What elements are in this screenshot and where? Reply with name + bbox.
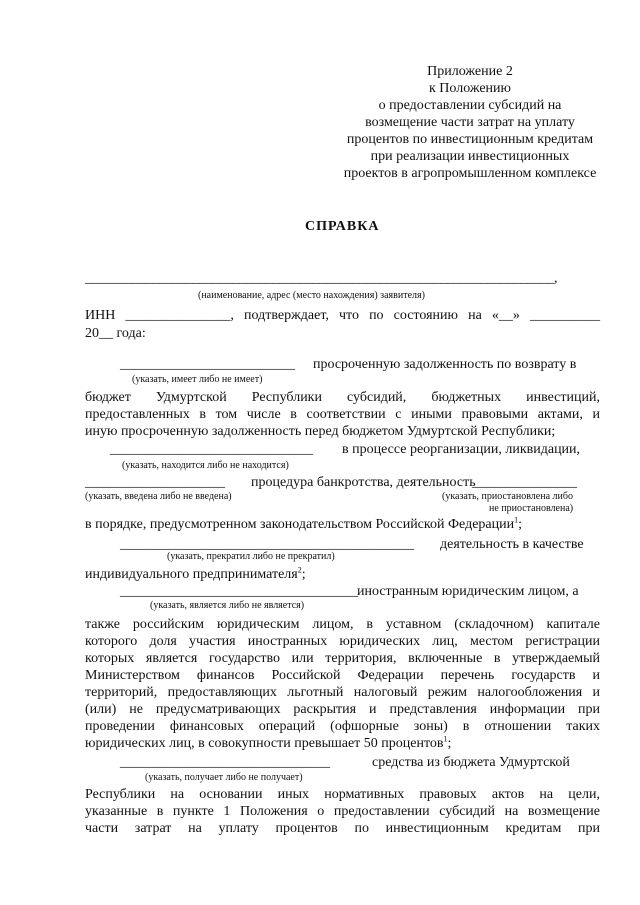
funds-blank: ______________________________	[120, 755, 330, 770]
bankruptcy-hint: (указать, введена либо не введена)	[85, 491, 232, 502]
activity-hint: не приостановлена)	[489, 503, 574, 514]
reorg-blank: _____________________________	[110, 442, 313, 457]
activity-hint: (указать, приостановлена либо	[442, 491, 573, 502]
appendix-line: возмещение части затрат на уплату	[365, 115, 575, 130]
paragraph-line: иную просроченную задолженность перед бюджетом Удмуртской Республики;	[85, 424, 556, 439]
paragraph-line: предоставленных в том числе в соответствии с иными правовыми актами, и	[85, 407, 600, 422]
overdue-text: просроченную задолженность по возврату в	[313, 357, 577, 372]
foreign-blank: __________________________________	[120, 584, 358, 599]
paragraph-line: которого доля участия иностранных юридических лиц, местом регистрации	[85, 634, 600, 649]
foreign-text: иностранным юридическим лицом, а	[357, 584, 579, 599]
appendix-line: о предоставлении субсидий на	[378, 98, 562, 113]
appendix-line: при реализации инвестиционных	[370, 149, 570, 164]
paragraph-line: (или) не предусматривающих раскрытия и представления информации при	[85, 702, 600, 717]
paragraph-line: бюджет Удмуртской Республики субсидий, бюджетных инвестиций,	[85, 390, 600, 405]
paragraph-line: в порядке, предусмотренном законодательством Российской Федерации$^1$;	[85, 515, 522, 532]
appendix-line: проектов в агропромышленном комплексе	[343, 166, 597, 181]
paragraph-line: также российским юридическим лицом, в уставном (складочном) капитале	[85, 617, 600, 632]
paragraph-line: индивидуального предпринимателя$^2$;	[85, 565, 306, 582]
paragraph-line: проведении финансовых операций (офшорные зоны) в отношении таких	[85, 719, 600, 734]
overdue-hint: (указать, имеет либо не имеет)	[132, 374, 263, 385]
activity-blank: _______________	[472, 475, 577, 490]
paragraph-line: Министерством финансов Российской Федерации перечень государств и	[85, 668, 600, 683]
bankruptcy-text: процедура банкротства, деятельность	[251, 475, 476, 490]
paragraph-line: территорий, предоставляющих льготный налоговый режим налогообложения и	[85, 685, 600, 700]
appendix-line: к Положению	[428, 81, 511, 96]
appendix-line: процентов по инвестиционным кредитам	[346, 132, 594, 147]
paragraph-line: указанные в пункте 1 Положения о предоставлении субсидий на возмещение	[85, 804, 600, 819]
paragraph-line: юридических лиц, в совокупности превышает 50 процентов$^1$;	[85, 734, 452, 751]
appendix-line: Приложение 2	[427, 64, 513, 79]
paragraph-line: части затрат на уплату процентов по инвестиционным кредитам при	[85, 821, 600, 836]
document-title: СПРАВКА	[305, 219, 380, 234]
overdue-blank: _________________________	[120, 357, 295, 372]
reorg-hint: (указать, находится либо не находится)	[122, 460, 289, 471]
entrepreneur-blank: __________________________________________	[120, 537, 414, 552]
foreign-hint: (указать, является либо не является)	[150, 600, 305, 611]
funds-text: средства из бюджета Удмуртской	[372, 755, 570, 770]
funds-hint: (указать, получает либо не получает)	[145, 772, 303, 783]
entrepreneur-text: деятельность в качестве	[440, 537, 584, 552]
inn-year: 20__ года:	[85, 326, 146, 341]
paragraph-line: которых является государство или территория, включенные в утверждаемый	[85, 651, 600, 666]
reorg-text: в процессе реорганизации, ликвидации,	[342, 442, 581, 457]
applicant-blank: ______________________________________________________________________,	[85, 271, 558, 286]
inn-line: ИНН _______________, подтверждает, что по состоянию на «__» __________	[85, 308, 600, 323]
applicant-hint: (наименование, адрес (место нахождения) заявителя)	[198, 290, 425, 301]
paragraph-line: Республики на основании иных нормативных правовых актов на цели,	[85, 787, 600, 802]
bankruptcy-blank: ____________________	[85, 475, 225, 490]
entrepreneur-hint: (указать, прекратил либо не прекратил)	[167, 551, 335, 562]
